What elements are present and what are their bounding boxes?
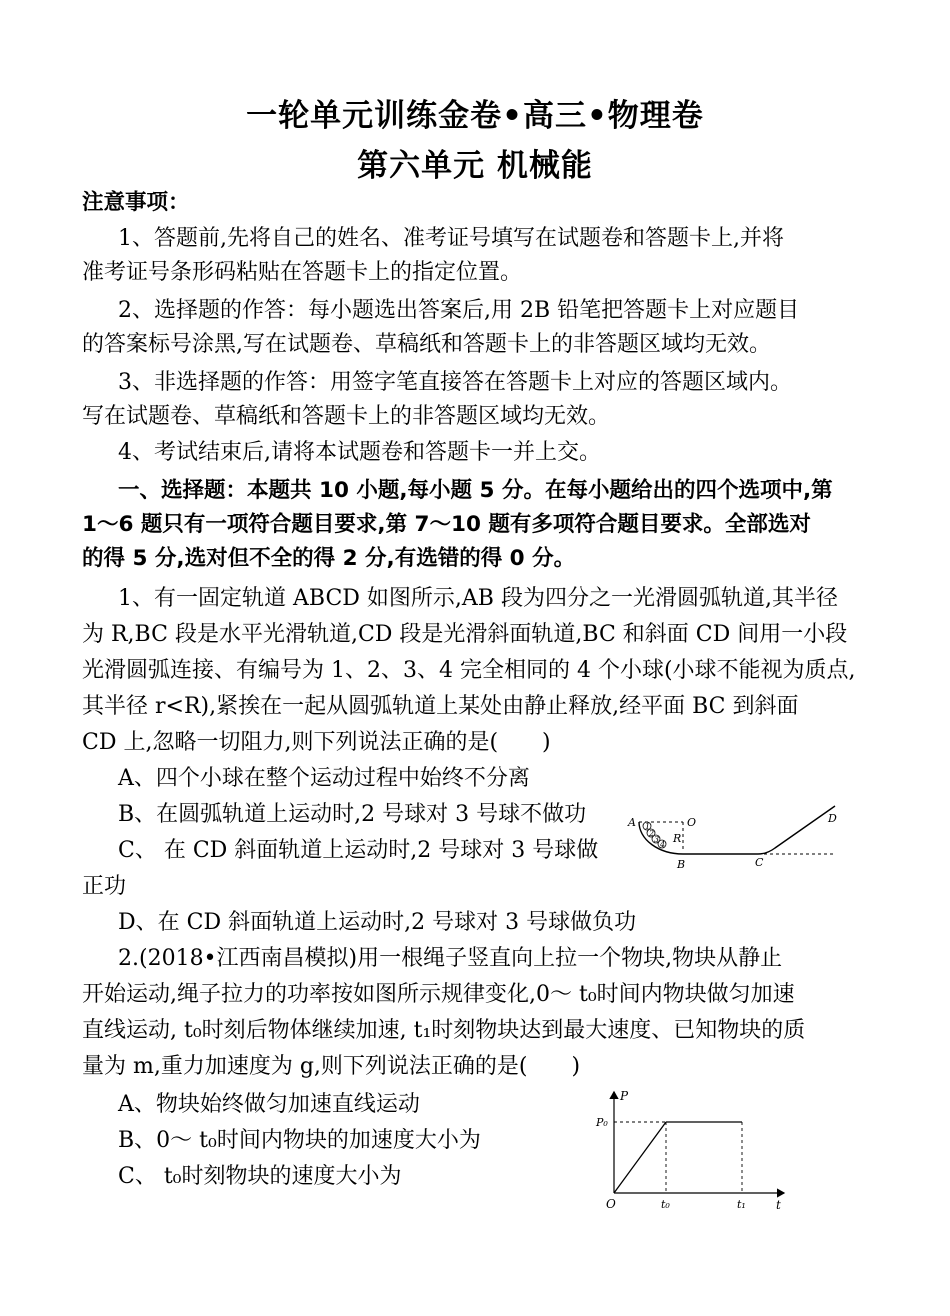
q1-stem-line-1: 1、有一固定轨道 ABCD 如图所示,AB 段为四分之一光滑圆弧轨道,其半径 <box>118 586 838 611</box>
notice-item-1-line-2: 准考证号条形码粘贴在答题卡上的指定位置。 <box>82 260 523 285</box>
y-axis-label: P <box>620 1089 629 1103</box>
ball-label-1: 1 <box>645 822 651 831</box>
q2-option-b: B、0～ t₀时间内物块的加速度大小为 <box>118 1128 481 1153</box>
q1-stem-line-2: 为 R,BC 段是水平光滑轨道,CD 段是光滑斜面轨道,BC 和斜面 CD 间用一小段 <box>82 622 848 647</box>
track-figure <box>625 796 850 874</box>
notice-item-3-line-2: 写在试题卷、草稿纸和答题卡上的非答题区域均无效。 <box>82 404 611 429</box>
label-o: O <box>687 816 697 829</box>
t1-label: t₁ <box>737 1198 746 1211</box>
q1-stem-line-3: 光滑圆弧连接、有编号为 1、2、3、4 完全相同的 4 个小球(小球不能视为质点, <box>82 658 856 683</box>
label-d: D <box>828 812 837 825</box>
p0-label: P₀ <box>596 1116 608 1129</box>
x-axis-label: t <box>776 1198 781 1212</box>
q2-stem-line-1: 2.(2018•江西南昌模拟)用一根绳子竖直向上拉一个物块,物块从静止 <box>118 946 783 971</box>
q2-stem-line-4: 量为 m,重力加速度为 g,则下列说法正确的是( ) <box>82 1054 581 1079</box>
q1-option-a: A、四个小球在整个运动过程中始终不分离 <box>118 766 530 791</box>
q1-option-c-line-2: 正功 <box>82 874 127 899</box>
label-c: C <box>755 856 764 869</box>
label-b: B <box>677 858 686 871</box>
notice-item-4: 4、考试结束后,请将本试题卷和答题卡一并上交。 <box>118 440 601 465</box>
page-title: 一轮单元训练金卷•高三•物理卷 <box>246 98 704 134</box>
notice-heading: 注意事项： <box>82 190 190 215</box>
q2-option-c: C、 t₀时刻物块的速度大小为 <box>118 1164 402 1189</box>
notice-item-3-line-1: 3、非选择题的作答：用签字笔直接答在答题卡上对应的答题区域内。 <box>118 370 792 395</box>
section-heading-line-1: 一、选择题：本题共 10 小题,每小题 5 分。在每小题给出的四个选项中,第 <box>118 478 833 503</box>
q1-option-c-line-1: C、 在 CD 斜面轨道上运动时,2 号球对 3 号球做 <box>118 838 599 863</box>
label-r: R <box>673 832 682 845</box>
q1-option-b: B、在圆弧轨道上运动时,2 号球对 3 号球不做功 <box>118 802 587 827</box>
section-heading-line-2: 1～6 题只有一项符合题目要求,第 7～10 题有多项符合题目要求。全部选对 <box>82 512 811 537</box>
page-subtitle: 第六单元 机械能 <box>357 148 593 184</box>
power-time-graph <box>594 1086 794 1214</box>
q1-option-d: D、在 CD 斜面轨道上运动时,2 号球对 3 号球做负功 <box>118 910 637 935</box>
notice-item-2-line-1: 2、选择题的作答：每小题选出答案后,用 2B 铅笔把答题卡上对应题目 <box>118 298 800 323</box>
notice-item-1-line-1: 1、答题前,先将自己的姓名、准考证号填写在试题卷和答题卡上,并将 <box>118 226 784 251</box>
q1-stem-line-4: 其半径 r<R),紧挨在一起从圆弧轨道上某处由静止释放,经平面 BC 到斜面 <box>82 694 799 719</box>
notice-item-2-line-2: 的答案标号涂黑,写在试题卷、草稿纸和答题卡上的非答题区域均无效。 <box>82 332 771 357</box>
ball-label-3: 3 <box>654 835 660 844</box>
label-a: A <box>628 816 636 829</box>
q2-stem-line-2: 开始运动,绳子拉力的功率按如图所示规律变化,0～ t₀时间内物块做匀加速 <box>82 982 795 1007</box>
t0-label: t₀ <box>661 1198 670 1211</box>
q2-option-a: A、物块始终做匀加速直线运动 <box>118 1092 420 1117</box>
origin-label: O <box>606 1197 616 1211</box>
q1-stem-line-5: CD 上,忽略一切阻力,则下列说法正确的是( ) <box>82 730 551 755</box>
ball-label-2: 2 <box>649 829 655 838</box>
section-heading-line-3: 的得 5 分,选对但不全的得 2 分,有选错的得 0 分。 <box>82 546 576 571</box>
ball-label-4: 4 <box>660 840 666 849</box>
q2-stem-line-3: 直线运动, t₀时刻后物体继续加速, t₁时刻物块达到最大速度、已知物块的质 <box>82 1018 806 1043</box>
